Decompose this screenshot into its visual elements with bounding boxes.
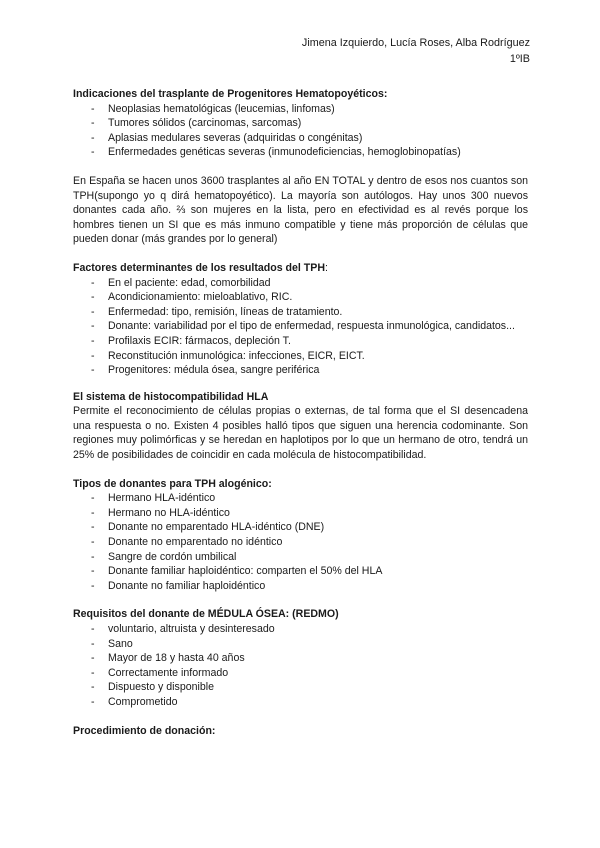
tipos-donantes-list — [73, 491, 528, 593]
list-item: - Progenitores: médula ósea, sangre periférica — [73, 363, 528, 378]
list-item: - Donante familiar haploidéntico: comparten el 50% del HLA — [73, 564, 528, 579]
espana-paragraph: En España se hacen unos 3600 trasplantes al año EN TOTAL y dentro de esos nos cuantos son TPH(supongo yo q dirá hematopoyético). La mayoría son autólogos. Hay unos 300 nuevos donantes cada año. ⅔ son mujeres en la lista, pero en efectividad es al revés porque los hombres tienen un SI que es más inmuno compatible y tiene más proporción de células que pueden donar (más grandes por lo general) — [73, 174, 528, 246]
list-item: - Donante no emparentado HLA-idéntico (DNE) — [73, 520, 528, 535]
list-item: - Tumores sólidos (carcinomas, sarcomas) — [73, 116, 528, 131]
section-title-tipos-donantes: Tipos de donantes para TPH alogénico: — [73, 477, 272, 490]
section-title-factores — [73, 261, 528, 276]
section-title-indicaciones: Indicaciones del trasplante de Progenitores Hematopoyéticos: — [73, 88, 388, 100]
section-title-hla: El sistema de histocompatibilidad HLA — [73, 390, 269, 403]
list-item: - Neoplasias hematológicas (leucemias, linfomas) — [73, 102, 528, 117]
list-item: - Enfermedades genéticas severas (inmunodeficiencias, hemoglobinopatías) — [73, 145, 528, 160]
list-item: - Donante no emparentado no idéntico — [73, 535, 528, 550]
list-item: - voluntario, altruista y desinteresado — [73, 622, 528, 637]
factores-title-colon: : — [324, 261, 328, 274]
list-item: - Hermano HLA-idéntico — [73, 491, 528, 506]
hla-paragraph: Permite el reconocimiento de células propias o externas, de tal forma que el SI desencadena una respuesta o no. Existen 4 posibles halló tipos que siguen una herencia codominante. Son regiones muy polimórficas y se heredan en haplotipos por lo que un hermano de otro, tendrá un 25% de posibilidades de coincidir en cada molécula de histocompatibilidad. — [73, 405, 528, 462]
header-group: 1ºIB — [509, 53, 530, 65]
list-item: - Sangre de cordón umbilical — [73, 550, 528, 565]
list-item: - Dispuesto y disponible — [73, 680, 528, 695]
list-item: - Aplasias medulares severas (adquiridas o congénitas) — [73, 131, 528, 146]
section-title-procedimiento: Procedimiento de donación: — [73, 724, 216, 737]
section-title-requisitos: Requisitos del donante de MÉDULA ÓSEA: (REDMO) — [73, 608, 339, 621]
list-item: - Mayor de 18 y hasta 40 años — [73, 651, 528, 666]
list-item: - Comprometido — [73, 695, 528, 710]
factores-list — [73, 276, 528, 378]
header-authors: Jimena Izquierdo, Lucía Roses, Alba Rodríguez — [301, 37, 530, 49]
list-item: - Enfermedad: tipo, remisión, líneas de tratamiento. — [73, 305, 528, 320]
list-item: - Reconstitución inmunológica: infecciones, EICR, EICT. — [73, 349, 528, 364]
document-body — [73, 87, 528, 738]
factores-title-text: Factores determinantes de los resultados del TPH — [73, 261, 325, 274]
list-item: - Donante: variabilidad por el tipo de enfermedad, respuesta inmunológica, candidatos... — [73, 319, 528, 334]
page-header — [302, 35, 530, 67]
list-item: - En el paciente: edad, comorbilidad — [73, 276, 528, 291]
list-item: - Correctamente informado — [73, 666, 528, 681]
requisitos-list — [73, 622, 528, 710]
indicaciones-list — [73, 102, 528, 160]
list-item: - Sano — [73, 637, 528, 652]
list-item: - Donante no familiar haploidéntico — [73, 579, 528, 594]
list-item: - Acondicionamiento: mieloablativo, RIC. — [73, 290, 528, 305]
list-item: - Profilaxis ECIR: fármacos, depleción T. — [73, 334, 528, 349]
list-item: - Hermano no HLA-idéntico — [73, 506, 528, 521]
